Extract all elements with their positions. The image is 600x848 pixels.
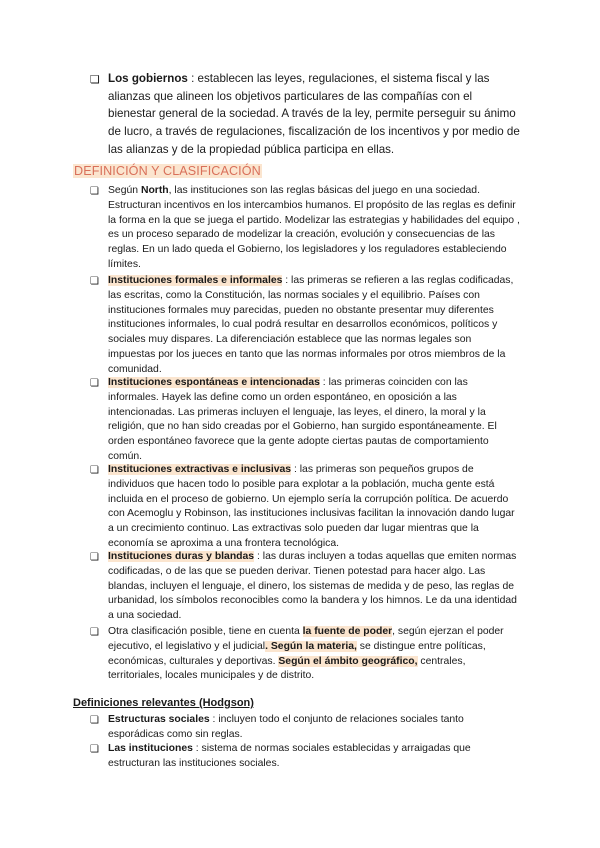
checkbox-bullet-icon: ❏ [90,744,99,755]
item-term: Los gobiernos [108,72,188,85]
highlight-ambito: Según el ámbito geográfico, [278,655,418,667]
item-term-highlight: Instituciones formales e informales [108,275,283,286]
item-text: Instituciones formales e informales : las primeras se refieren a las reglas codificadas, las escritas, como la Constitución, las normas sociales y el equilibrio. Países con instituciones formales muy parecidas, pueden no obstante presentar muy diferentes instituciones informales, lo cual podrá resultar en desarrollos económicos, políticos y sociales muy dispares. La diferenciación establece que las normas legales son impuestas por los jueces en tanto que las normas informales por otros miembros de la comunidad. [108,275,514,375]
item-text: Instituciones extractivas e inclusivas : las primeras son pequeños grupos de individuos que hacen todo lo posible para explotar a la población, mucha gente está incluida en el proceso de gobierno. Un ejemplo sería la corrupción política. De acuerdo con Acemoglu y Robinson, las instituciones inclusivas facilitan la innovación dando lugar a un crecimiento continuo. Las extractivas solo pueden dar lugar mientras que la economía se aproxima a una frontera tecnológica. [108,464,515,549]
list-item-estructuras [90,713,520,743]
checkbox-bullet-icon: ❏ [90,186,99,197]
list-item-formales [90,274,520,378]
checkbox-bullet-icon: ❏ [90,627,99,638]
item-text: Instituciones duras y blandas : las duras incluyen a todas aquellas que emiten normas codificadas, o de las que se pueden derivar. Tienen potestad para hacer algo. Las blandas, incluyen el lenguaje, el dinero, los sistemas de medida y de peso, las reglas de urbanidad, los símbolos reconocibles como la bandera y los himnos. Le da una identidad a una sociedad. [108,551,517,622]
item-term-highlight: Instituciones espontáneas e intencionadas [108,377,320,388]
list-item-duras [90,550,520,624]
item-term-highlight: Instituciones duras y blandas [108,551,255,562]
list-item-otra-clasificacion [90,625,520,684]
checkbox-bullet-icon: ❏ [90,378,99,389]
list-item-gobiernos [90,70,520,159]
item-term: North [140,185,169,196]
checkbox-bullet-icon: ❏ [90,465,99,476]
section-heading-definicion: DEFINICIÓN Y CLASIFICACIÓN [74,164,261,178]
list-item-espontaneas [90,376,520,465]
checkbox-bullet-icon: ❏ [90,73,100,86]
checkbox-bullet-icon: ❏ [90,715,99,726]
list-item-extractivas [90,463,520,552]
item-text: Otra clasificación posible, tiene en cuenta la fuente de poder, según ejerzan el poder ejecutivo, el legislativo y el judicial. Según la materia, se distingue entre políticas, económicas, culturales y deportivas. Según el ámbito geográfico, centrales, territoriales, locales municipales y de distrito. [108,626,504,682]
list-item-instituciones [90,742,520,772]
item-text: Las instituciones : sistema de normas sociales establecidas y arraigadas que estructuran las instituciones sociales. [108,743,471,769]
item-text: Estructuras sociales : incluyen todo el conjunto de relaciones sociales tanto esporádicas como sin reglas. [108,714,464,740]
item-term: Las instituciones [108,743,193,754]
item-text: Según North, las instituciones son las reglas básicas del juego en una sociedad. Estructuran incentivos en los intercambios humanos. El propósito de las reglas es definir la forma en la que se juega el partido. Modelizar las estrategias y habilidades del equipo , es un proceso separado de modelizar la creación, evolución y consecuencias de las reglas. En un lado queda el Gobierno, los legisladores y los reguladores estableciendo límites. [108,185,520,270]
item-term: Estructuras sociales [108,714,210,725]
section-heading-definiciones: Definiciones relevantes (Hodgson) [73,697,254,709]
item-text: Los gobiernos : establecen las leyes, regulaciones, el sistema fiscal y las alianzas que alineen los objetivos particulares de las compañías con el bienestar general de la sociedad. A través de la ley, permite perseguir su ánimo de lucro, a través de regulaciones, fiscalización de los incentivos y por medio de las alianzas y de la propiedad pública participa en ellas. [108,72,520,156]
list-item-north [90,184,520,273]
highlight-materia: . Según la materia, [265,640,357,652]
checkbox-bullet-icon: ❏ [90,276,99,287]
highlight-fuente-poder: la fuente de poder [302,626,393,637]
item-text: Instituciones espontáneas e intencionadas : las primeras coinciden con las informales. Hayek las define como un orden espontáneo, en oposición a las intencionadas. Las primeras incluyen el lenguaje, las leyes, el dinero, la moral y la religión, que no han sido creadas por el Gobierno, han surgido espontáneamente. El orden espontáneo favorece que la gente adopte ciertas pautas de comportamiento común. [108,377,497,462]
item-term-highlight: Instituciones extractivas e inclusivas [108,464,292,475]
checkbox-bullet-icon: ❏ [90,552,99,563]
